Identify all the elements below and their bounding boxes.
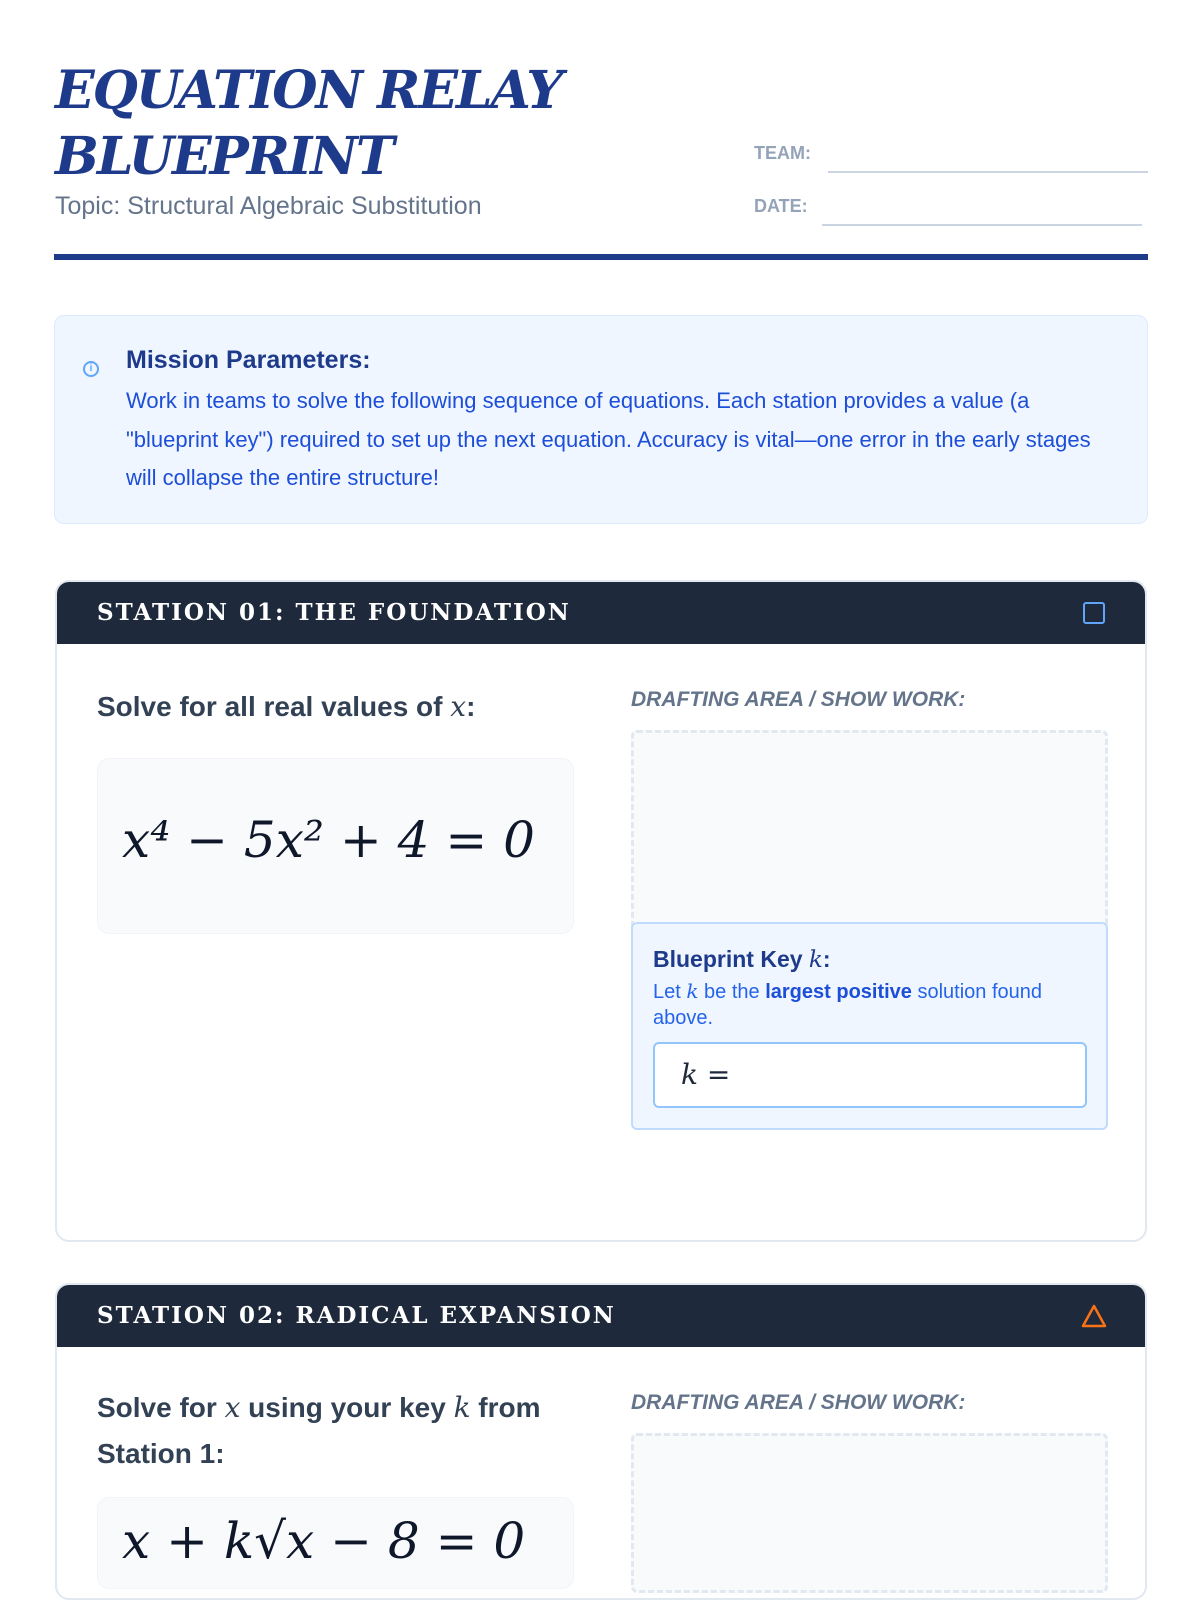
- mission-box: [54, 315, 1148, 524]
- prompt-text: :: [466, 691, 476, 722]
- date-label: DATE:: [754, 196, 808, 216]
- page-title: EQUATION RELAY BLUEPRINT: [55, 60, 562, 187]
- drafting-label: DRAFTING AREA / SHOW WORK:: [631, 688, 966, 711]
- equation: x + k√x − 8 = 0: [122, 1512, 526, 1570]
- station-title: STATION 02: RADICAL EXPANSION: [97, 1302, 616, 1329]
- topic-subtitle: Topic: Structural Algebraic Substitution: [55, 192, 482, 220]
- team-label: TEAM:: [754, 143, 811, 163]
- key-input[interactable]: k =: [653, 1042, 1087, 1108]
- prompt-text: Solve for all real values of: [97, 691, 451, 722]
- drafting-label: DRAFTING AREA / SHOW WORK:: [631, 1391, 966, 1414]
- square-icon[interactable]: [1083, 602, 1105, 624]
- blueprint-key-box: [631, 922, 1108, 1130]
- date-field[interactable]: [822, 224, 1142, 226]
- mission-heading: Mission Parameters:: [126, 346, 371, 374]
- station-title: STATION 01: THE FOUNDATION: [97, 599, 571, 626]
- station-prompt: [97, 684, 557, 730]
- station-prompt: Solve for x using your key k from Station 1:: [97, 1391, 541, 1469]
- station-02-card: [55, 1283, 1147, 1600]
- station-01-card: [55, 580, 1147, 1242]
- station-header: [57, 1285, 1145, 1347]
- equation: x⁴ − 5x² + 4 = 0: [122, 811, 535, 869]
- triangle-icon[interactable]: [1081, 1303, 1107, 1329]
- drafting-area[interactable]: [631, 1433, 1108, 1593]
- equation-box: [97, 1497, 574, 1589]
- key-heading: Blueprint Key k:: [653, 946, 831, 973]
- team-field[interactable]: [828, 171, 1148, 173]
- equation-box: [97, 758, 574, 934]
- station-header: [57, 582, 1145, 644]
- info-icon: i: [83, 361, 99, 377]
- header-divider: [54, 254, 1148, 260]
- key-instructions: Let k be the largest positive solution found above.: [653, 979, 1043, 1029]
- prompt-var: x: [450, 690, 467, 723]
- mission-text: Work in teams to solve the following sequence of equations. Each station provides a value (a "blueprint key") required to set up the next equation. Accuracy is vital—one error in the early stages will collapse the entire structure!: [126, 388, 1091, 490]
